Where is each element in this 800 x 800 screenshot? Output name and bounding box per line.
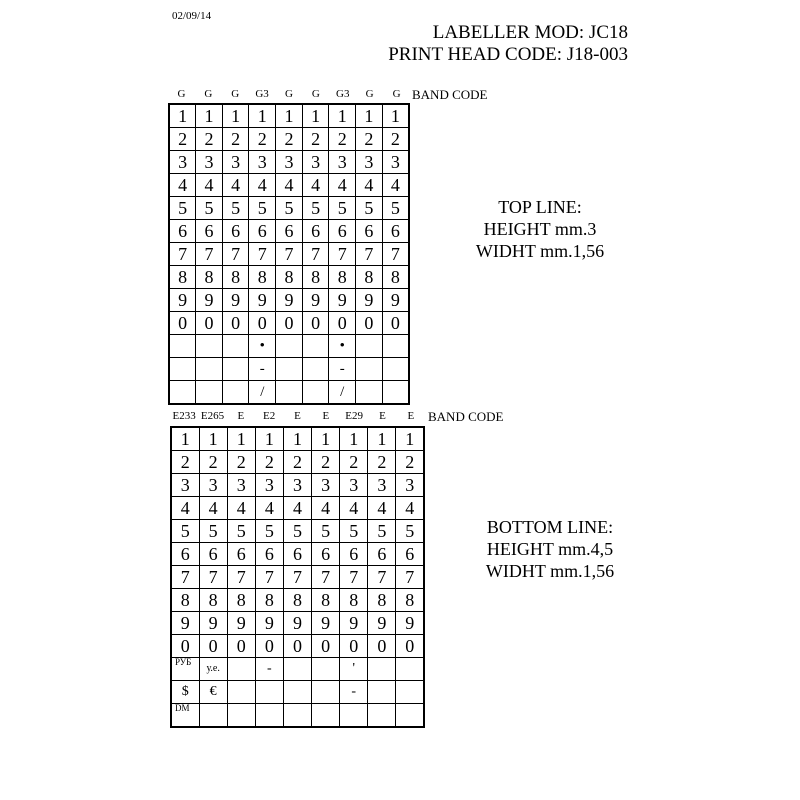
bottom-grid-cell: 4 bbox=[199, 497, 227, 520]
top-grid-cell: 9 bbox=[382, 289, 409, 312]
top-grid-row bbox=[169, 174, 409, 197]
bottom-grid-cell: - bbox=[340, 681, 368, 704]
bottom-grid-cell bbox=[396, 681, 424, 704]
top-grid-cell: 0 bbox=[302, 312, 329, 335]
top-grid-cell: 5 bbox=[249, 197, 276, 220]
top-grid-cell: 6 bbox=[276, 220, 303, 243]
top-grid-cell: 4 bbox=[222, 174, 249, 197]
top-grid-cell: 7 bbox=[249, 243, 276, 266]
bottom-grid-cell: 7 bbox=[368, 566, 396, 589]
top-grid-cell: 8 bbox=[169, 266, 196, 289]
top-grid-cell: 2 bbox=[356, 128, 383, 151]
bottom-grid-cell bbox=[312, 658, 340, 681]
bottom-grid-cell: 0 bbox=[255, 635, 283, 658]
bottom-grid-cell: 8 bbox=[368, 589, 396, 612]
bottom-band-code: E233 bbox=[172, 410, 196, 422]
bottom-grid-cell: 3 bbox=[199, 474, 227, 497]
top-grid-cell: 3 bbox=[302, 151, 329, 174]
top-grid-cell: 4 bbox=[382, 174, 409, 197]
top-grid-cell: 3 bbox=[249, 151, 276, 174]
bottom-grid-cell: 3 bbox=[368, 474, 396, 497]
bottom-grid-row bbox=[171, 497, 424, 520]
top-line-title: TOP LINE: bbox=[498, 197, 582, 217]
bottom-grid-cell bbox=[199, 704, 227, 728]
top-grid-cell: 8 bbox=[382, 266, 409, 289]
bottom-grid-cell: 0 bbox=[227, 635, 255, 658]
top-grid-cell: 9 bbox=[249, 289, 276, 312]
bottom-grid-cell: 6 bbox=[368, 543, 396, 566]
bottom-grid-cell: 9 bbox=[368, 612, 396, 635]
bottom-line-spec bbox=[465, 516, 635, 582]
bottom-grid-cell: 0 bbox=[368, 635, 396, 658]
top-grid-cell: 3 bbox=[169, 151, 196, 174]
bottom-grid-cell: DM bbox=[171, 704, 199, 728]
bottom-grid-cell: 1 bbox=[396, 427, 424, 451]
bottom-band-code: E bbox=[379, 410, 386, 422]
bottom-grid-cell: 2 bbox=[312, 451, 340, 474]
top-grid-cell: 4 bbox=[249, 174, 276, 197]
top-grid-cell: 6 bbox=[329, 220, 356, 243]
bottom-grid-cell: 0 bbox=[283, 635, 311, 658]
bottom-grid-cell: 4 bbox=[312, 497, 340, 520]
bottom-grid-row bbox=[171, 635, 424, 658]
top-grid-row bbox=[169, 220, 409, 243]
bottom-grid-cell: 2 bbox=[340, 451, 368, 474]
top-grid-cell: 3 bbox=[276, 151, 303, 174]
bottom-grid-cell: 7 bbox=[199, 566, 227, 589]
top-grid-cell bbox=[276, 358, 303, 381]
top-grid-cell: 6 bbox=[382, 220, 409, 243]
bottom-grid-cell bbox=[283, 704, 311, 728]
bottom-grid-cell: 0 bbox=[340, 635, 368, 658]
top-grid-cell: 0 bbox=[329, 312, 356, 335]
top-grid-cell: 0 bbox=[196, 312, 223, 335]
bottom-grid-row bbox=[171, 427, 424, 451]
bottom-grid-cell: 9 bbox=[396, 612, 424, 635]
bottom-grid-cell: $ bbox=[171, 681, 199, 704]
top-grid-cell: 7 bbox=[302, 243, 329, 266]
bottom-grid-cell: 5 bbox=[171, 520, 199, 543]
top-line-height: HEIGHT mm.3 bbox=[483, 219, 597, 239]
bottom-line-height: HEIGHT mm.4,5 bbox=[486, 539, 614, 559]
bottom-grid-cell bbox=[340, 704, 368, 728]
bottom-grid-cell bbox=[368, 658, 396, 681]
top-grid-cell: 6 bbox=[249, 220, 276, 243]
bottom-grid-row bbox=[171, 612, 424, 635]
top-line-width: WIDHT mm.1,56 bbox=[475, 241, 605, 261]
top-grid-cell: 1 bbox=[196, 104, 223, 128]
top-grid-cell bbox=[169, 381, 196, 405]
labeller-model: LABELLER MOD: JC18 bbox=[432, 22, 628, 43]
top-grid-cell bbox=[222, 381, 249, 405]
bottom-grid-cell: 4 bbox=[255, 497, 283, 520]
top-grid-cell bbox=[196, 358, 223, 381]
top-band-code: G3 bbox=[255, 88, 269, 100]
bottom-grid-cell bbox=[396, 658, 424, 681]
bottom-grid-cell: у.е. bbox=[199, 658, 227, 681]
bottom-grid-cell: 6 bbox=[199, 543, 227, 566]
top-grid-cell: 0 bbox=[356, 312, 383, 335]
top-grid-cell: - bbox=[329, 358, 356, 381]
bottom-grid-cell: 5 bbox=[368, 520, 396, 543]
top-grid-cell: 0 bbox=[276, 312, 303, 335]
top-grid-cell: 5 bbox=[356, 197, 383, 220]
top-grid-cell bbox=[222, 335, 249, 358]
bottom-grid-cell: 8 bbox=[340, 589, 368, 612]
top-grid-cell: 8 bbox=[196, 266, 223, 289]
bottom-grid-cell: 2 bbox=[171, 451, 199, 474]
top-grid-cell: 1 bbox=[276, 104, 303, 128]
bottom-band-code: E265 bbox=[200, 410, 225, 422]
bottom-grid-row bbox=[171, 658, 424, 681]
bottom-grid-cell: 3 bbox=[255, 474, 283, 497]
top-band-code: G bbox=[231, 88, 240, 100]
top-grid-row bbox=[169, 151, 409, 174]
top-grid-cell: 1 bbox=[249, 104, 276, 128]
top-grid-cell: 2 bbox=[329, 128, 356, 151]
bottom-grid-row bbox=[171, 520, 424, 543]
top-grid-cell bbox=[302, 335, 329, 358]
top-grid-cell: 9 bbox=[169, 289, 196, 312]
bottom-grid-cell: 0 bbox=[199, 635, 227, 658]
bottom-grid-cell: 7 bbox=[255, 566, 283, 589]
top-grid-cell: • bbox=[329, 335, 356, 358]
bottom-grid-cell: 7 bbox=[227, 566, 255, 589]
document-date: 02/09/14 bbox=[172, 10, 212, 22]
top-grid-row bbox=[169, 289, 409, 312]
bottom-grid-cell: 4 bbox=[340, 497, 368, 520]
top-grid-row bbox=[169, 197, 409, 220]
bottom-line-title: BOTTOM LINE: bbox=[486, 517, 614, 537]
bottom-grid-row bbox=[171, 474, 424, 497]
bottom-grid-cell: 4 bbox=[396, 497, 424, 520]
bottom-grid-cell: 3 bbox=[312, 474, 340, 497]
top-grid-cell: 9 bbox=[276, 289, 303, 312]
top-grid-cell: / bbox=[249, 381, 276, 405]
bottom-grid-cell: 6 bbox=[396, 543, 424, 566]
bottom-grid-cell: 7 bbox=[396, 566, 424, 589]
bottom-band-code: E bbox=[407, 410, 415, 422]
bottom-grid-cell: 5 bbox=[255, 520, 283, 543]
bottom-grid-cell: 8 bbox=[312, 589, 340, 612]
bottom-grid-cell bbox=[312, 704, 340, 728]
bottom-grid-cell: 1 bbox=[255, 427, 283, 451]
bottom-grid-cell: 9 bbox=[171, 612, 199, 635]
top-band-code: G bbox=[204, 88, 213, 100]
top-grid-cell: 8 bbox=[356, 266, 383, 289]
bottom-grid-cell: 4 bbox=[227, 497, 255, 520]
top-grid-cell: 0 bbox=[382, 312, 409, 335]
top-grid-cell: 2 bbox=[276, 128, 303, 151]
top-grid-cell: 6 bbox=[169, 220, 196, 243]
top-grid-cell: 5 bbox=[329, 197, 356, 220]
bottom-grid-cell: 5 bbox=[396, 520, 424, 543]
bottom-grid-cell: 8 bbox=[255, 589, 283, 612]
bottom-grid-cell: 6 bbox=[312, 543, 340, 566]
top-grid-cell: 1 bbox=[222, 104, 249, 128]
top-grid-cell: • bbox=[249, 335, 276, 358]
bottom-grid-cell bbox=[283, 681, 311, 704]
top-grid-cell bbox=[302, 358, 329, 381]
bottom-grid-cell: 0 bbox=[312, 635, 340, 658]
top-grid-cell bbox=[302, 381, 329, 405]
bottom-grid-cell: 3 bbox=[171, 474, 199, 497]
top-grid-cell: 7 bbox=[196, 243, 223, 266]
bottom-grid-cell: ' bbox=[340, 658, 368, 681]
top-grid-cell: 0 bbox=[249, 312, 276, 335]
top-grid-cell: 7 bbox=[382, 243, 409, 266]
bottom-grid-row bbox=[171, 566, 424, 589]
top-grid-cell: 8 bbox=[276, 266, 303, 289]
top-grid-cell bbox=[382, 335, 409, 358]
top-grid-cell: 9 bbox=[356, 289, 383, 312]
top-band-code-label: BAND CODE bbox=[412, 87, 488, 102]
top-grid-cell: 3 bbox=[329, 151, 356, 174]
bottom-grid-cell: 8 bbox=[199, 589, 227, 612]
top-grid-cell: 4 bbox=[169, 174, 196, 197]
top-line-character-grid bbox=[168, 103, 410, 405]
top-grid-cell: 6 bbox=[222, 220, 249, 243]
bottom-grid-cell: 7 bbox=[283, 566, 311, 589]
top-grid-cell: 1 bbox=[302, 104, 329, 128]
top-grid-cell: 9 bbox=[329, 289, 356, 312]
top-grid-cell: 4 bbox=[276, 174, 303, 197]
bottom-line-width: WIDHT mm.1,56 bbox=[485, 561, 615, 581]
top-line-spec bbox=[455, 196, 625, 262]
top-grid-cell: 5 bbox=[222, 197, 249, 220]
bottom-grid-cell: 2 bbox=[255, 451, 283, 474]
bottom-grid-cell: 8 bbox=[227, 589, 255, 612]
top-grid-cell: 5 bbox=[196, 197, 223, 220]
bottom-band-code-label: BAND CODE bbox=[428, 409, 504, 424]
top-grid-cell: 8 bbox=[249, 266, 276, 289]
bottom-grid-cell bbox=[368, 704, 396, 728]
bottom-grid-cell: 6 bbox=[340, 543, 368, 566]
top-band-codes bbox=[168, 88, 410, 104]
bottom-grid-cell bbox=[368, 681, 396, 704]
bottom-grid-cell: 1 bbox=[312, 427, 340, 451]
top-grid-cell: / bbox=[329, 381, 356, 405]
bottom-grid-cell bbox=[255, 704, 283, 728]
bottom-grid-cell: 0 bbox=[396, 635, 424, 658]
top-grid-cell: 2 bbox=[222, 128, 249, 151]
bottom-grid-row bbox=[171, 451, 424, 474]
bottom-line-character-grid bbox=[170, 426, 425, 728]
print-head-code: PRINT HEAD CODE: J18-003 bbox=[388, 44, 628, 65]
top-grid-cell: 4 bbox=[302, 174, 329, 197]
top-band-code: G3 bbox=[336, 88, 350, 100]
top-grid-cell: 0 bbox=[169, 312, 196, 335]
top-grid-row bbox=[169, 312, 409, 335]
top-grid-cell bbox=[356, 358, 383, 381]
bottom-grid-cell: 0 bbox=[171, 635, 199, 658]
bottom-grid-cell: 1 bbox=[227, 427, 255, 451]
bottom-grid-cell: 9 bbox=[340, 612, 368, 635]
bottom-grid-cell: 5 bbox=[312, 520, 340, 543]
top-grid-cell bbox=[382, 358, 409, 381]
bottom-grid-cell: 6 bbox=[255, 543, 283, 566]
bottom-grid-cell: - bbox=[255, 658, 283, 681]
bottom-grid-cell bbox=[283, 658, 311, 681]
top-grid-cell: 1 bbox=[356, 104, 383, 128]
top-grid-row bbox=[169, 358, 409, 381]
bottom-grid-cell: 6 bbox=[227, 543, 255, 566]
top-grid-cell bbox=[169, 358, 196, 381]
top-grid-row bbox=[169, 381, 409, 405]
top-grid-row bbox=[169, 128, 409, 151]
bottom-grid-cell: 8 bbox=[171, 589, 199, 612]
bottom-grid-cell: 6 bbox=[283, 543, 311, 566]
bottom-grid-cell: 2 bbox=[368, 451, 396, 474]
top-grid-cell bbox=[276, 335, 303, 358]
top-grid-row bbox=[169, 104, 409, 128]
top-grid-cell: 9 bbox=[222, 289, 249, 312]
bottom-grid-cell: € bbox=[199, 681, 227, 704]
top-grid-row bbox=[169, 335, 409, 358]
bottom-grid-cell: 9 bbox=[283, 612, 311, 635]
bottom-grid-cell: 3 bbox=[396, 474, 424, 497]
bottom-band-codes bbox=[170, 410, 425, 426]
top-grid-row bbox=[169, 243, 409, 266]
bottom-grid-cell: 8 bbox=[396, 589, 424, 612]
top-grid-cell: 7 bbox=[276, 243, 303, 266]
top-grid-cell: 3 bbox=[222, 151, 249, 174]
bottom-grid-cell bbox=[227, 658, 255, 681]
bottom-grid-cell: 2 bbox=[199, 451, 227, 474]
bottom-grid-cell: 4 bbox=[171, 497, 199, 520]
top-grid-cell: 1 bbox=[329, 104, 356, 128]
top-band-code: G bbox=[285, 88, 293, 100]
top-band-code: G bbox=[177, 88, 186, 100]
top-grid-cell: 7 bbox=[169, 243, 196, 266]
bottom-grid-cell: 1 bbox=[283, 427, 311, 451]
top-grid-cell bbox=[169, 335, 196, 358]
bottom-grid-cell: 2 bbox=[227, 451, 255, 474]
top-grid-cell: 2 bbox=[169, 128, 196, 151]
top-grid-cell: 7 bbox=[329, 243, 356, 266]
bottom-grid-row bbox=[171, 704, 424, 728]
top-grid-cell: 4 bbox=[329, 174, 356, 197]
bottom-band-code: E bbox=[237, 410, 245, 422]
top-grid-cell: 6 bbox=[356, 220, 383, 243]
top-grid-cell: 2 bbox=[196, 128, 223, 151]
bottom-grid-cell: 3 bbox=[340, 474, 368, 497]
bottom-grid-row bbox=[171, 543, 424, 566]
top-grid-cell: 9 bbox=[196, 289, 223, 312]
top-grid-cell: 2 bbox=[382, 128, 409, 151]
bottom-grid-cell: 5 bbox=[340, 520, 368, 543]
top-grid-cell bbox=[222, 358, 249, 381]
bottom-grid-row bbox=[171, 681, 424, 704]
top-grid-cell: 7 bbox=[222, 243, 249, 266]
top-grid-cell: 5 bbox=[276, 197, 303, 220]
top-grid-cell: 2 bbox=[302, 128, 329, 151]
bottom-grid-cell bbox=[227, 704, 255, 728]
top-grid-row bbox=[169, 266, 409, 289]
bottom-grid-cell bbox=[255, 681, 283, 704]
top-grid-cell bbox=[382, 381, 409, 405]
top-grid-cell bbox=[196, 335, 223, 358]
top-grid-cell: 8 bbox=[329, 266, 356, 289]
top-grid-cell: 1 bbox=[382, 104, 409, 128]
bottom-grid-cell: 5 bbox=[199, 520, 227, 543]
top-grid-cell: 4 bbox=[356, 174, 383, 197]
bottom-grid-cell: 5 bbox=[283, 520, 311, 543]
top-grid-cell: 5 bbox=[302, 197, 329, 220]
top-grid-cell: 3 bbox=[196, 151, 223, 174]
bottom-grid-cell: 9 bbox=[227, 612, 255, 635]
bottom-band-code: E bbox=[294, 410, 301, 422]
top-grid-cell bbox=[356, 335, 383, 358]
top-grid-cell: 6 bbox=[302, 220, 329, 243]
bottom-grid-cell: 8 bbox=[283, 589, 311, 612]
bottom-grid-cell: 1 bbox=[199, 427, 227, 451]
bottom-grid-cell: 9 bbox=[255, 612, 283, 635]
bottom-grid-cell: 7 bbox=[312, 566, 340, 589]
bottom-grid-cell: 7 bbox=[171, 566, 199, 589]
top-band-code: G bbox=[392, 88, 401, 100]
top-grid-cell: 3 bbox=[356, 151, 383, 174]
bottom-grid-cell bbox=[312, 681, 340, 704]
bottom-band-code: E2 bbox=[263, 410, 276, 422]
bottom-grid-cell: 6 bbox=[171, 543, 199, 566]
bottom-grid-cell bbox=[396, 704, 424, 728]
bottom-grid-cell: 9 bbox=[199, 612, 227, 635]
top-grid-cell: 4 bbox=[196, 174, 223, 197]
top-grid-cell bbox=[196, 381, 223, 405]
top-band-code: G bbox=[311, 88, 320, 100]
bottom-grid-cell: 1 bbox=[171, 427, 199, 451]
bottom-grid-cell: РУБ bbox=[171, 658, 199, 681]
bottom-grid-cell bbox=[227, 681, 255, 704]
bottom-grid-row bbox=[171, 589, 424, 612]
top-grid-cell: 3 bbox=[382, 151, 409, 174]
bottom-grid-cell: 7 bbox=[340, 566, 368, 589]
bottom-grid-cell: 9 bbox=[312, 612, 340, 635]
top-grid-cell: 8 bbox=[222, 266, 249, 289]
top-grid-cell bbox=[276, 381, 303, 405]
top-grid-cell bbox=[356, 381, 383, 405]
top-grid-cell: 2 bbox=[249, 128, 276, 151]
bottom-grid-cell: 3 bbox=[227, 474, 255, 497]
top-grid-cell: 5 bbox=[382, 197, 409, 220]
top-grid-cell: 5 bbox=[169, 197, 196, 220]
top-grid-cell: 0 bbox=[222, 312, 249, 335]
bottom-grid-cell: 3 bbox=[283, 474, 311, 497]
top-grid-cell: 9 bbox=[302, 289, 329, 312]
top-grid-cell: 8 bbox=[302, 266, 329, 289]
bottom-grid-cell: 4 bbox=[368, 497, 396, 520]
bottom-grid-cell: 2 bbox=[396, 451, 424, 474]
bottom-band-code: E29 bbox=[345, 410, 364, 422]
bottom-grid-cell: 2 bbox=[283, 451, 311, 474]
top-grid-cell: 1 bbox=[169, 104, 196, 128]
top-grid-cell: 7 bbox=[356, 243, 383, 266]
top-band-code: G bbox=[365, 88, 374, 100]
top-grid-cell: 6 bbox=[196, 220, 223, 243]
bottom-grid-cell: 1 bbox=[340, 427, 368, 451]
bottom-band-code: E bbox=[322, 410, 330, 422]
bottom-grid-cell: 4 bbox=[283, 497, 311, 520]
bottom-grid-cell: 1 bbox=[368, 427, 396, 451]
top-grid-cell: - bbox=[249, 358, 276, 381]
bottom-grid-cell: 5 bbox=[227, 520, 255, 543]
